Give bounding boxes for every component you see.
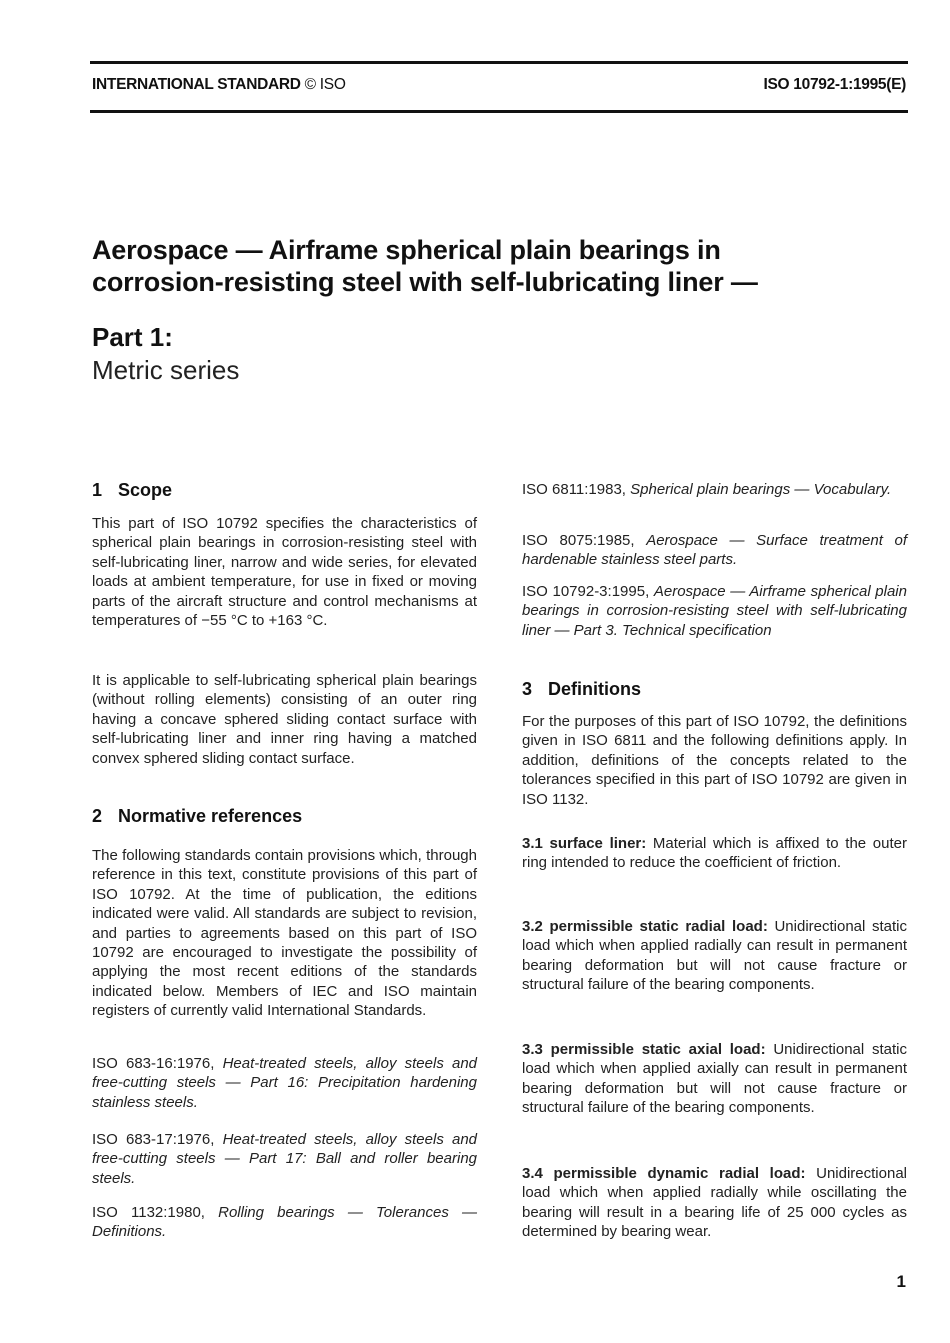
copyright: © ISO bbox=[300, 76, 346, 93]
reference-item bbox=[92, 1054, 477, 1112]
page-number: 1 bbox=[896, 1272, 906, 1291]
document-title bbox=[92, 234, 758, 298]
standard-type: INTERNATIONAL STANDARD bbox=[92, 76, 301, 93]
reference-title: Aerospace — Airframe spherical plain bearings in corrosion-resisting steel with self-lubricating liner — Part 3. Technical specification bbox=[522, 583, 907, 639]
title-line-2: corrosion-resisting steel with self-lubricating liner — bbox=[92, 267, 758, 297]
definition-text: Unidirectional static load which when applied axially can result in permanent bearing deformation but will not cause fracture or structural failure of the bearing components. bbox=[522, 1041, 907, 1117]
reference-item bbox=[522, 480, 907, 499]
reference-id: ISO 8075:1985, bbox=[522, 532, 647, 549]
reference-item bbox=[92, 1130, 477, 1188]
section-title: Definitions bbox=[548, 679, 641, 699]
header-left bbox=[92, 76, 346, 94]
reference-title: Heat-treated steels, alloy steels and free-cutting steels — Part 17: Ball and roller bearing steels. bbox=[92, 1131, 477, 1187]
section-title: Normative references bbox=[118, 806, 303, 826]
subtitle: Metric series bbox=[92, 355, 240, 385]
definition-item bbox=[522, 834, 907, 873]
section-heading-scope bbox=[92, 480, 172, 501]
definition-text: Material which is affixed to the outer ring intended to reduce the coefficient of friction. bbox=[522, 835, 907, 872]
part-label: Part 1: bbox=[92, 322, 173, 352]
reference-id: ISO 10792-3:1995, bbox=[522, 583, 654, 600]
definition-item bbox=[522, 1040, 907, 1118]
header-top-rule bbox=[90, 61, 908, 64]
section-title: Scope bbox=[118, 480, 173, 500]
reference-item bbox=[522, 582, 907, 640]
definition-term: 3.3 permissible static axial load: bbox=[522, 1041, 766, 1058]
reference-item bbox=[522, 531, 907, 570]
reference-id: ISO 6811:1983, bbox=[522, 481, 631, 498]
definition-text: Unidirectional load which when applied radially while oscillating the bearing will result in a bearing life of 25 000 cycles as determined by bearing wear. bbox=[522, 1165, 907, 1241]
definition-item bbox=[522, 917, 907, 995]
definitions-intro: For the purposes of this part of ISO 10792, the definitions given in ISO 6811 and the following definitions apply. In addition, definitions of the concepts related to the tolerances specified in this part of ISO 10792 are given in ISO 1132. bbox=[522, 713, 907, 808]
section-number: 2 bbox=[92, 806, 103, 826]
reference-title: Rolling bearings — Tolerances — Definitions. bbox=[92, 1204, 477, 1241]
header-bottom-rule bbox=[90, 110, 908, 113]
section-heading-normative bbox=[92, 806, 302, 827]
scope-paragraph-2: It is applicable to self-lubricating spherical plain bearings (without rolling elements) consisting of an outer ring having a concave sphered sliding contact surface with self-lubricating liner and inner ring having a matched convex sphered sliding contact surface. bbox=[92, 672, 477, 767]
normative-intro: The following standards contain provisions which, through reference in this text, constitute provisions of this part of ISO 10792. At the time of publication, the editions indicated were valid. All standards are subject to revision, and parties to agreements based on this part of ISO 10792 are encouraged to investigate the possibility of applying the most recent editions of the standards indicated below. Members of IEC and ISO maintain registers of currently valid International Standards. bbox=[92, 847, 477, 1020]
definition-term: 3.4 permissible dynamic radial load: bbox=[522, 1165, 806, 1182]
scope-paragraph-1: This part of ISO 10792 specifies the characteristics of spherical plain bearings in corrosion-resisting steel with self-lubricating liner, narrow and wide series, for elevated loads at ambient temperature, for use in fixed or moving parts of the aircraft structure and control mechanisms at temperatures of −55 °C to +163 °C. bbox=[92, 515, 477, 630]
reference-item bbox=[92, 1203, 477, 1242]
definition-term: 3.2 permissible static radial load: bbox=[522, 918, 768, 935]
reference-id: ISO 683-17:1976, bbox=[92, 1131, 223, 1148]
section-number: 3 bbox=[522, 679, 533, 699]
reference-id: ISO 683-16:1976, bbox=[92, 1055, 223, 1072]
title-line-1: Aerospace — Airframe spherical plain bearings in bbox=[92, 235, 721, 265]
standard-number: ISO 10792-1:1995(E) bbox=[763, 76, 906, 93]
definition-term: 3.1 surface liner: bbox=[522, 835, 647, 852]
reference-title: Heat-treated steels, alloy steels and free-cutting steels — Part 16: Precipitation hardening stainless steels. bbox=[92, 1055, 477, 1111]
section-number: 1 bbox=[92, 480, 103, 500]
definition-text: Unidirectional static load which when applied radially can result in permanent bearing deformation but will not cause fracture or structural failure of the bearing components. bbox=[522, 918, 907, 994]
reference-title: Aerospace — Surface treatment of hardenable stainless steel parts. bbox=[522, 532, 907, 569]
reference-id: ISO 1132:1980, bbox=[92, 1204, 219, 1221]
section-heading-definitions bbox=[522, 679, 641, 700]
definition-item bbox=[522, 1164, 907, 1242]
reference-title: Spherical plain bearings — Vocabulary. bbox=[630, 481, 892, 498]
